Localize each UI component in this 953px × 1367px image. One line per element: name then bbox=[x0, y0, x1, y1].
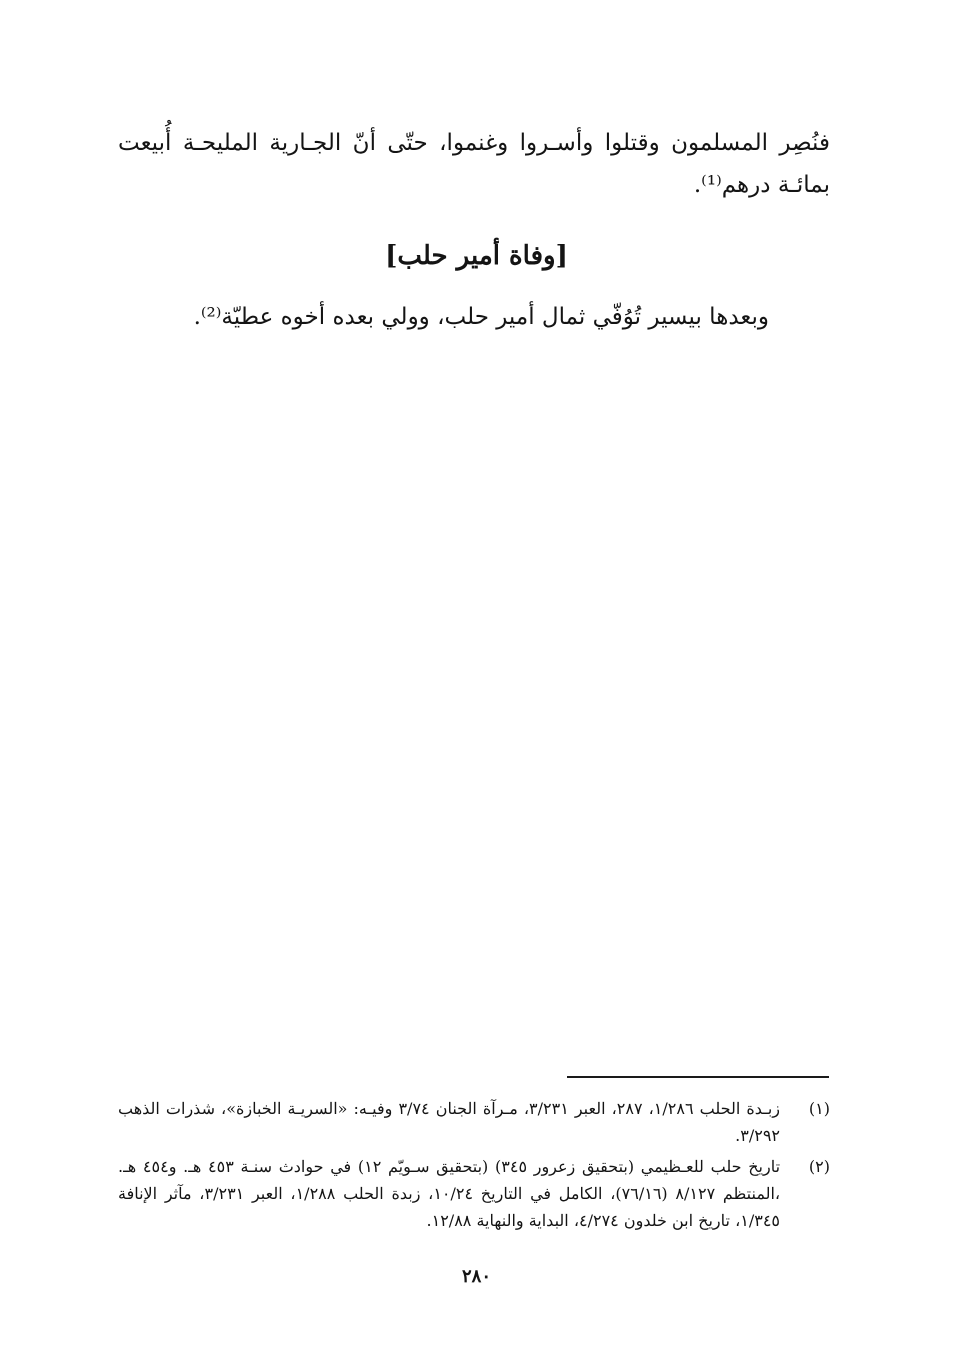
footnotes bbox=[118, 1095, 830, 1238]
paragraph-text-2: وبعدها بيسير تُوُفّي ثمال أمير حلب، وولي بعده أخوه عطيّة⁽²⁾. bbox=[193, 304, 769, 330]
footnote-number: (١) bbox=[808, 1099, 830, 1118]
footnote-divider bbox=[567, 1076, 829, 1078]
footnote-2 bbox=[118, 1153, 830, 1234]
footnote-1 bbox=[118, 1095, 830, 1149]
paragraph-text: فنُصِر المسلمون وقتلوا وأسـروا وغنموا، حتّى أنّ الجـارية المليحـة أُبيعت بمائـة درهم⁽¹⁾. bbox=[118, 130, 830, 198]
page-number: ٢٨٠ bbox=[461, 1266, 491, 1287]
section-heading: [وفاة أمير حلب] bbox=[385, 241, 568, 271]
footnote-text: تاريخ حلب للعـظيمي (بتحقيق زعرور ٣٤٥) (بتحقيق سـويّم ١٢) في حوادث سنـة ٤٥٣ هـ. و٤٥٤ هـ. ،المنتظم ٨/١٢٧ (٧٦/١٦)، الكامل في التاريخ ١٠/٢٤، زبدة الحلب ١/٢٨٨، العبر ٣/٢٣١، مآثر الإنافة ١/٣٤٥، تاريخ ابن خلدون ٤/٢٧٤، البداية والنهاية ١٢/٨٨. bbox=[118, 1157, 781, 1230]
footnote-text: زبـدة الحلب ١/٢٨٦، ٢٨٧، العبر ٣/٢٣١، مـرآة الجنان ٣/٧٤ وفيـه: «السريـة الخبازة»، شذرات الذهب ٣/٢٩٢. bbox=[118, 1099, 781, 1145]
footnote-number: (٢) bbox=[808, 1157, 830, 1176]
